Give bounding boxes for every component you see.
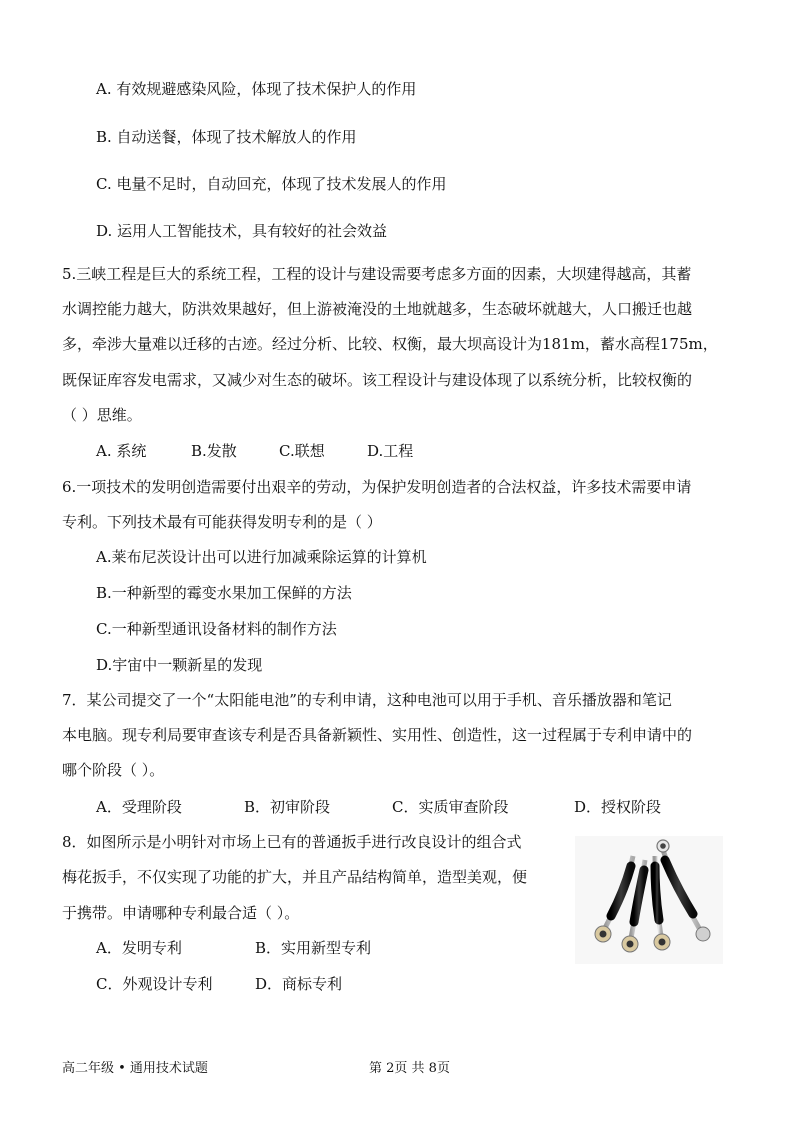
footer-course-title: 高二年级 • 通用技术试题 (62, 1061, 208, 1076)
wrench-1 (595, 856, 633, 942)
footer-page-number: 第 2页 共 8页 (369, 1061, 450, 1076)
q8-option-d: D．商标专利 (255, 975, 343, 993)
q5-option-c: C.联想 (279, 442, 325, 460)
q6-stem-line-2: 专利。下列技术最有可能获得发明专利的是（ ） (62, 513, 382, 531)
q6-option-a: A.莱布尼茨设计出可以进行加减乘除运算的计算机 (96, 548, 427, 566)
q7-option-b: B．初审阶段 (244, 798, 331, 816)
q5-stem-line-4: 既保证库容发电需求，又减少对生态的破坏。该工程设计与建设体现了以系统分析，比较权衡的 (62, 371, 693, 389)
q8-stem-line-2: 梅花扳手，不仅实现了功能的扩大，并且产品结构简单，造型美观，便 (62, 868, 528, 886)
wrench-figure (575, 836, 723, 964)
q6-option-b: B.一种新型的霉变水果加工保鲜的方法 (96, 584, 352, 602)
q8-stem-line-1: 8．如图所示是小明针对市场上已有的普通扳手进行改良设计的组合式 (62, 833, 522, 851)
q5-option-a: A. 系统 (96, 442, 147, 460)
q4-option-a: A. 有效规避感染风险，体现了技术保护人的作用 (96, 80, 417, 98)
q8-option-c: C．外观设计专利 (96, 975, 213, 993)
q5-stem-line-3: 多，牵涉大量难以迁移的古迹。经过分析、比较、权衡，最大坝高设计为181m，蓄水高程175m， (62, 335, 718, 353)
q4-option-b: B. 自动送餐，体现了技术解放人的作用 (96, 128, 357, 146)
q8-option-a: A．发明专利 (96, 939, 182, 957)
q5-stem-line-1: 5.三峡工程是巨大的系统工程，工程的设计与建设需要考虑多方面的因素，大坝建得越高，其蓄 (62, 265, 692, 283)
wrench-illustration (575, 836, 723, 964)
q8-option-b: B．实用新型专利 (255, 939, 372, 957)
q5-option-d: D.工程 (367, 442, 414, 460)
q7-stem-line-2: 本电脑。现专利局要审查该专利是否具备新颖性、实用性、创造性，这一过程属于专利申请中的 (62, 726, 693, 744)
q5-stem-line-5: （ ）思维。 (62, 406, 142, 424)
q7-stem-line-1: 7．某公司提交了一个“太阳能电池”的专利申请，这种电池可以用于手机、音乐播放器和笔记 (62, 691, 672, 709)
q7-option-d: D．授权阶段 (574, 798, 662, 816)
q7-stem-line-3: 哪个阶段（ ）。 (62, 761, 165, 779)
q4-option-d: D. 运用人工智能技术，具有较好的社会效益 (96, 222, 388, 240)
q5-option-b: B.发散 (191, 442, 237, 460)
q6-stem-line-1: 6.一项技术的发明创造需要付出艰辛的劳动，为保护发明创造者的合法权益，许多技术需要申请 (62, 478, 692, 496)
wrench-4 (657, 840, 710, 941)
q6-option-c: C.一种新型通讯设备材料的制作方法 (96, 620, 337, 638)
q4-option-c: C. 电量不足时，自动回充，体现了技术发展人的作用 (96, 175, 447, 193)
q5-stem-line-2: 水调控能力越大，防洪效果越好，但上游被淹没的土地就越多，生态破坏就越大，人口搬迁也越 (62, 300, 693, 318)
q6-option-d: D.宇宙中一颗新星的发现 (96, 656, 263, 674)
q8-stem-line-3: 于携带。申请哪种专利最合适（ ）。 (62, 904, 300, 922)
q7-option-c: C．实质审查阶段 (392, 798, 509, 816)
q7-option-a: A．受理阶段 (96, 798, 182, 816)
